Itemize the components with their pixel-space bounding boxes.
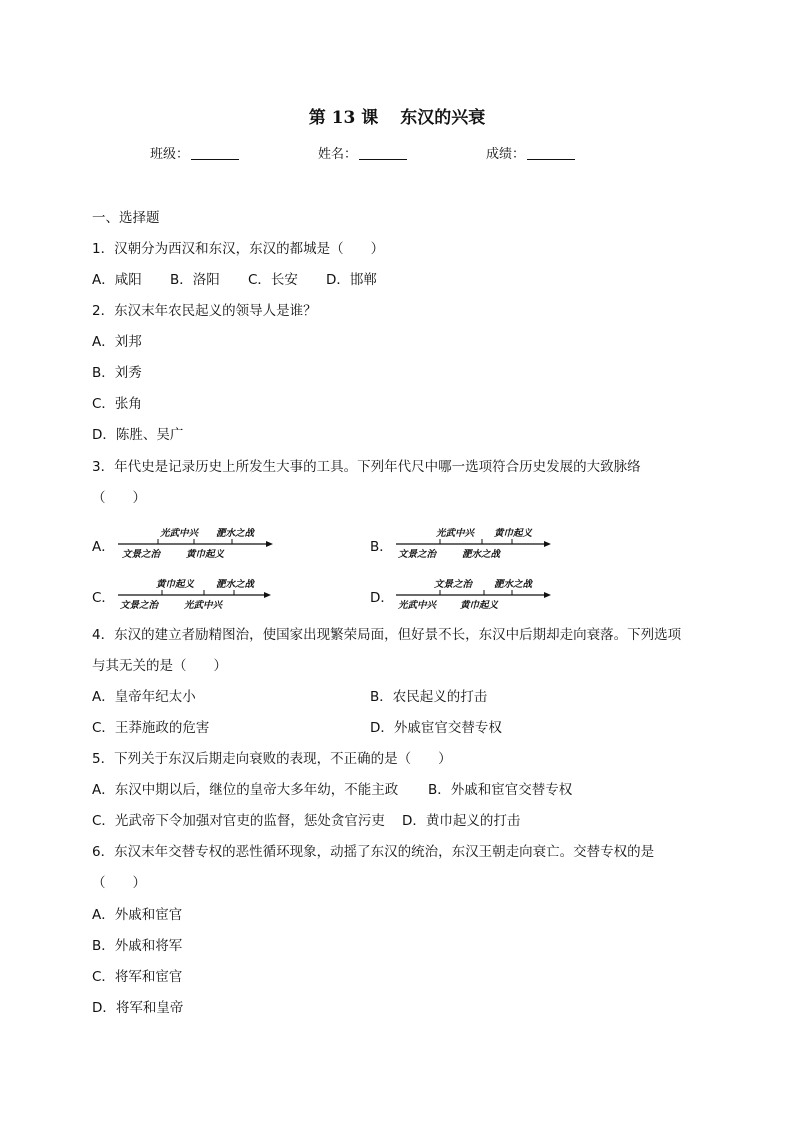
q5-option-b[interactable]: B．外戚和宦官交替专权 [428, 782, 573, 798]
q4-option-a[interactable]: A．皇帝年纪太小 [92, 689, 196, 705]
q2-option-b[interactable]: B．刘秀 [92, 365, 142, 381]
q6-option-a[interactable]: A．外戚和宦官 [92, 907, 183, 923]
timeline-event-below: 黄巾起义 [186, 549, 225, 560]
q3-option-b-letter: B． [370, 539, 393, 555]
name-blank[interactable] [359, 147, 407, 160]
timeline-arrowhead [264, 592, 271, 598]
timeline-event-above: 黄巾起义 [156, 579, 195, 590]
timeline-arrowhead [544, 541, 551, 547]
q1-option-d[interactable]: D．邯郸 [326, 272, 377, 288]
timeline-event-below: 文景之治 [122, 549, 161, 560]
q3-option-d-letter: D． [370, 590, 394, 606]
q2-option-d[interactable]: D．陈胜、吴广 [92, 427, 184, 443]
q6-option-d[interactable]: D．将军和皇帝 [92, 1000, 184, 1016]
q5-option-c[interactable]: C．光武帝下令加强对官吏的监督，惩处贪官污吏 [92, 813, 385, 829]
title-lesson-name: 东汉的兴衰 [400, 108, 486, 128]
name-label: 姓名： [318, 147, 358, 162]
timeline-event-below: 淝水之战 [462, 549, 501, 560]
q5-option-a[interactable]: A．东汉中期以后，继位的皇帝大多年幼，不能主政 [92, 782, 399, 798]
score-field [486, 143, 575, 162]
q4-option-c[interactable]: C．王莽施政的危害 [92, 720, 210, 736]
timeline-arrowhead [544, 592, 551, 598]
question-4-stem: 4．东汉的建立者励精图治，使国家出现繁荣局面，但好景不长，东汉中后期却走向衰落。下列选项 [92, 627, 682, 643]
timeline-event-below: 黄巾起义 [460, 600, 499, 611]
q2-option-a[interactable]: A．刘邦 [92, 334, 142, 350]
timeline-event-above: 光武中兴 [160, 528, 199, 539]
class-field [150, 143, 239, 162]
q3-option-a-letter: A． [92, 539, 115, 555]
question-5-stem: 5．下列关于东汉后期走向衰败的表现，不正确的是（ ） [92, 751, 452, 767]
q1-option-b[interactable]: B．洛阳 [170, 272, 220, 288]
question-6-stem: 6．东汉末年交替专权的恶性循环现象，动摇了东汉的统治，东汉王朝走向衰亡。交替专权的是 [92, 844, 655, 860]
timeline-event-above: 淝水之战 [216, 528, 255, 539]
q1-option-c[interactable]: C．长安 [248, 272, 298, 288]
q4-option-b[interactable]: B．农民起义的打击 [370, 689, 488, 705]
class-blank[interactable] [191, 147, 239, 160]
timeline-event-above: 淝水之战 [216, 579, 255, 590]
question-1-stem: 1．汉朝分为西汉和东汉，东汉的都城是（ ） [92, 241, 385, 257]
question-6-stem-bracket: （ ） [92, 875, 146, 891]
page-title [0, 103, 794, 128]
timeline-event-below: 光武中兴 [398, 600, 437, 611]
q6-option-b[interactable]: B．外戚和将军 [92, 938, 183, 954]
section-title: 一、选择题 [92, 210, 160, 226]
timeline-arrowhead [266, 541, 273, 547]
score-label: 成绩： [486, 147, 526, 162]
timeline-event-below: 光武中兴 [184, 600, 223, 611]
q4-option-d[interactable]: D．外戚宦官交替专权 [370, 720, 502, 736]
question-3-stem: 3．年代史是记录历史上所发生大事的工具。下列年代尺中哪一选项符合历史发展的大致脉络 [92, 459, 641, 475]
timeline-event-below: 文景之治 [120, 600, 159, 611]
q2-option-c[interactable]: C．张角 [92, 396, 142, 412]
q6-option-c[interactable]: C．将军和宦官 [92, 969, 183, 985]
timeline-event-above: 文景之治 [434, 579, 473, 590]
class-label: 班级： [150, 147, 190, 162]
timeline-event-above: 淝水之战 [494, 579, 533, 590]
question-3-stem-bracket: （ ） [92, 490, 146, 506]
q5-option-d[interactable]: D．黄巾起义的打击 [402, 813, 521, 829]
q1-option-a[interactable]: A．咸阳 [92, 272, 142, 288]
timeline-event-below: 文景之治 [398, 549, 437, 560]
q3-option-c-letter: C． [92, 590, 115, 606]
question-4-stem-cont: 与其无关的是（ ） [92, 658, 227, 674]
timeline-event-above: 黄巾起义 [494, 528, 533, 539]
question-2-stem: 2．东汉末年农民起义的领导人是谁？ [92, 303, 317, 319]
name-field [318, 143, 407, 162]
score-blank[interactable] [527, 147, 575, 160]
title-lesson-number: 第 13 课 [308, 108, 379, 128]
timeline-event-above: 光武中兴 [436, 528, 475, 539]
